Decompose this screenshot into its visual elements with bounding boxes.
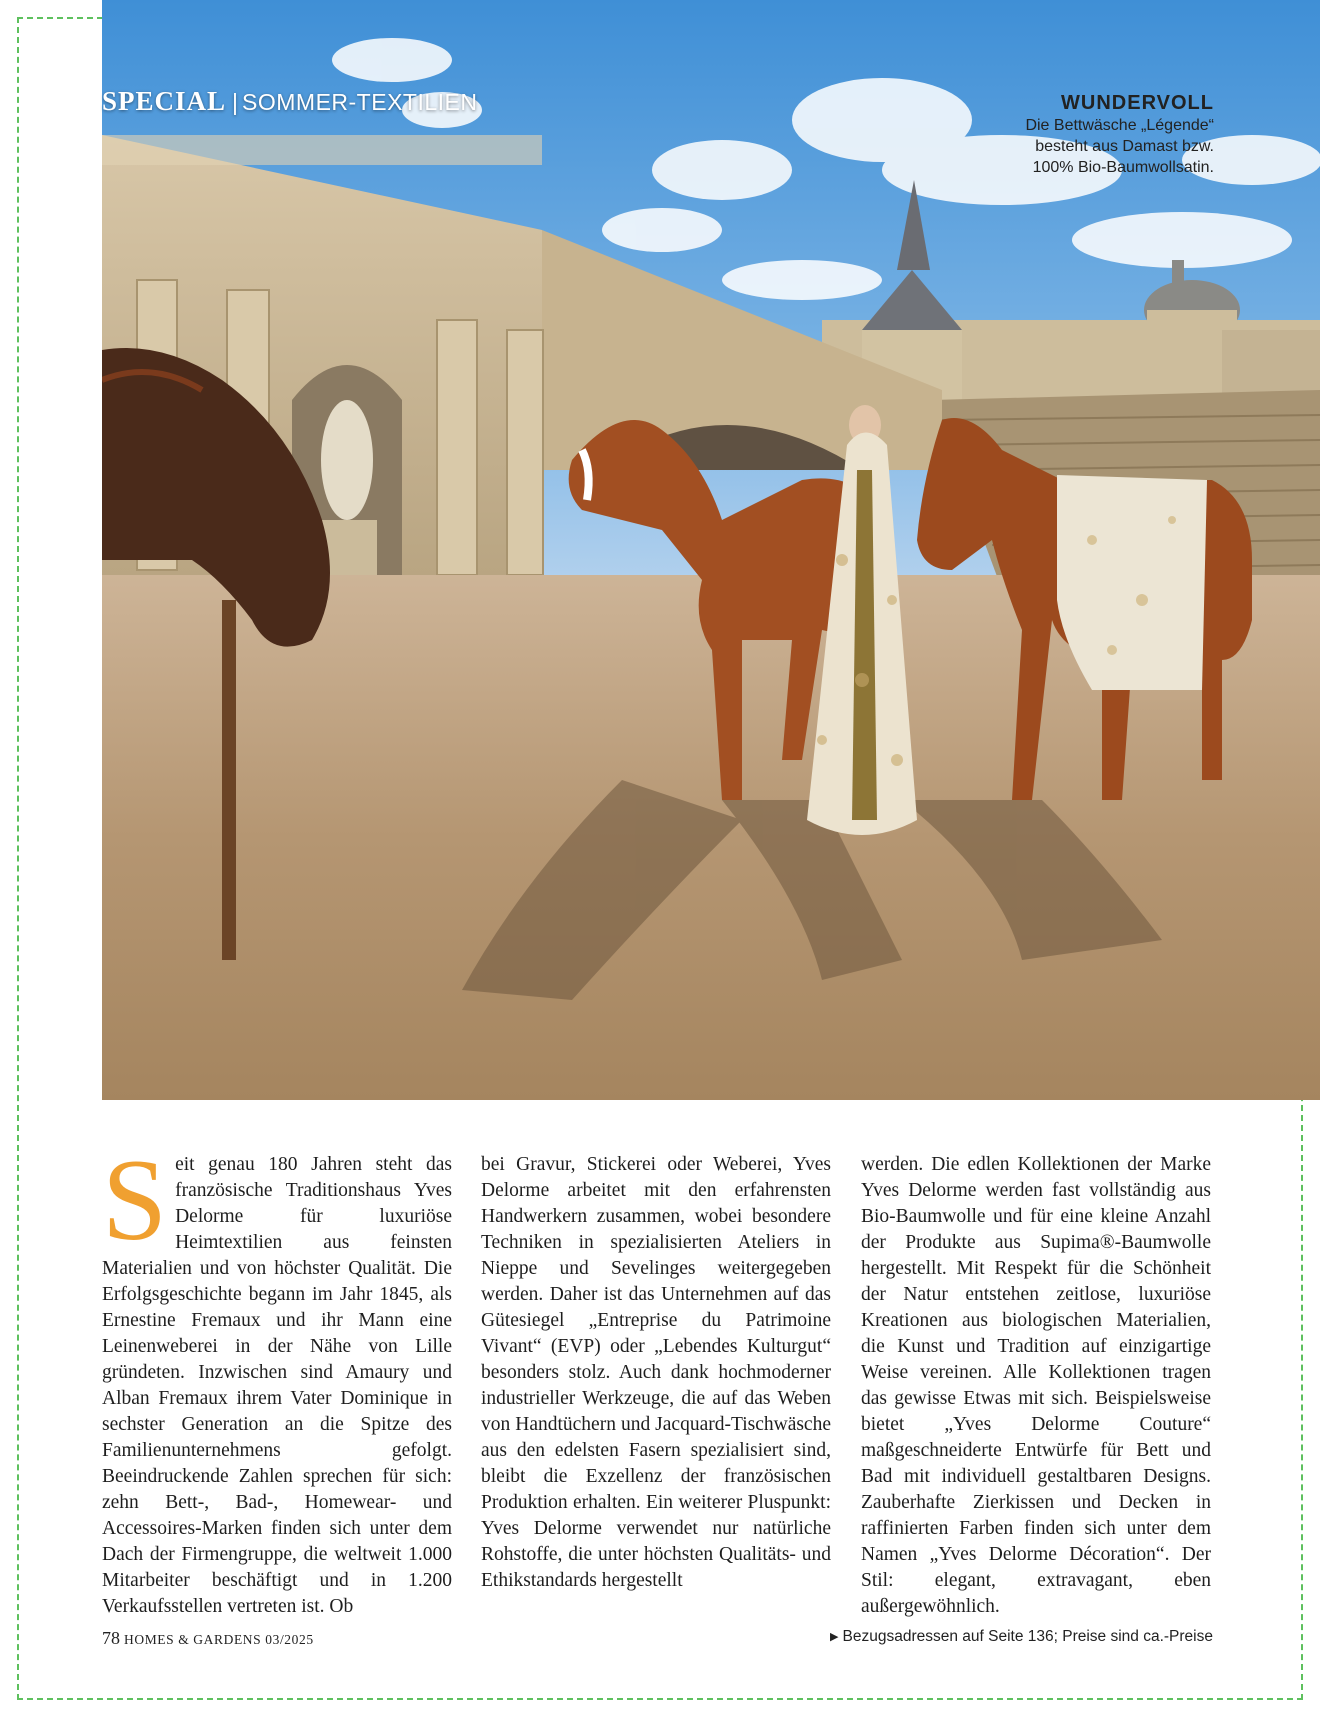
page-number: 78	[102, 1628, 120, 1648]
footer-note	[830, 1628, 1213, 1646]
article-column-1	[102, 1136, 452, 1620]
sources-note: Bezugsadressen auf Seite 136; Preise sind ca.-Preise	[842, 1628, 1213, 1645]
section-separator: |	[232, 89, 239, 115]
section-kicker: SPECIAL	[102, 86, 227, 116]
horse-blanket	[1057, 475, 1207, 690]
article-column-3	[861, 1152, 1211, 1620]
article-text-col3: werden. Die edlen Kollektionen der Marke Yves Delorme werden fast vollständig aus Bio-Baumwolle und für eine kleine Anzahl der Produkte aus Supima®-Baumwolle hergestellt. Mit Respekt für die Schönheit der Natur entstehen zeitlose, luxuriöse Kreationen aus biologischen Materialien, die Kunst und Tradition auf einzigartige Weise vereinen. Alle Kollektionen tragen das gewisse Etwas mit sich. Beispielsweise bietet „Yves Delorme Couture“ maßgeschneiderte Entwürfe für Bett und Bad mit individuell gestaltbaren Designs. Zauberhafte Zierkissen und Decken in raffinierten Farben finden sich unter dem Namen „Yves Delorme Décoration“. Der Stil: elegant, extravagant, eben außergewöhnlich.	[861, 1154, 1211, 1617]
caption-line: besteht aus Damast bzw.	[1035, 138, 1214, 155]
triangle-icon: ▶	[830, 1631, 839, 1643]
article-column-2	[481, 1152, 831, 1594]
footer-folio	[102, 1628, 314, 1649]
section-topic: SOMMER-TEXTILIEN	[242, 89, 478, 115]
caption-title: WUNDERVOLL	[1061, 92, 1214, 114]
caption-line: Die Bettwäsche „Légende“	[1025, 117, 1214, 134]
article-text-col1: eit genau 180 Jahren steht das französische Traditionshaus Yves Delorme für luxuriöse Heimtextilien aus feinsten Materialien und von höchster Qualität. Die Erfolgsgeschichte begann im Jahr 1845, als Ernestine Fremaux und ihr Mann eine Leinenweberei in der Nähe von Lille gründeten. Inzwischen sind Amaury und Alban Fremaux ihrem Vater Dominique in sechster Generation an die Spitze des Familienunternehmens gefolgt. Beeindruckende Zahlen sprechen für sich: zehn Bett-, Bad-, Homewear- und Accessoires-Marken finden sich unter dem Dach der Firmengruppe, die weltweit 1.000 Mitarbeiter beschäftigt und in 1.200 Verkaufsstellen vertreten ist. Ob	[102, 1154, 452, 1617]
article-text-col2: bei Gravur, Stickerei oder Weberei, Yves Delorme arbeitet mit den erfahrensten Handwerkern zusammen, wobei besondere Techniken in spezialisierten Ateliers in Nieppe und Sevelinges weitergegeben werden. Daher ist das Unternehmen auf das Gütesiegel „Entreprise du Patrimoine Vivant“ (EVP) oder „Lebendes Kulturgut“ besonders stolz. Auch dank hochmoderner industrieller Werkzeuge, die auf das Weben von Handtüchern und Jacquard-Tischwäsche aus den edelsten Fasern spezialisiert sind, bleibt die Exzellenz der französischen Produktion erhalten. Ein weiterer Pluspunkt: Yves Delorme verwendet nur natürliche Rohstoffe, die unter höchsten Qualitäts- und Ethikstandards hergestellt	[481, 1154, 831, 1591]
section-label	[102, 86, 477, 117]
caption-line: 100% Bio-Baumwollsatin.	[1032, 159, 1214, 176]
photo-caption	[1025, 92, 1214, 178]
statue	[321, 400, 373, 520]
drop-cap: S	[102, 1136, 168, 1265]
magazine-issue: HOMES & GARDENS 03/2025	[124, 1632, 314, 1647]
